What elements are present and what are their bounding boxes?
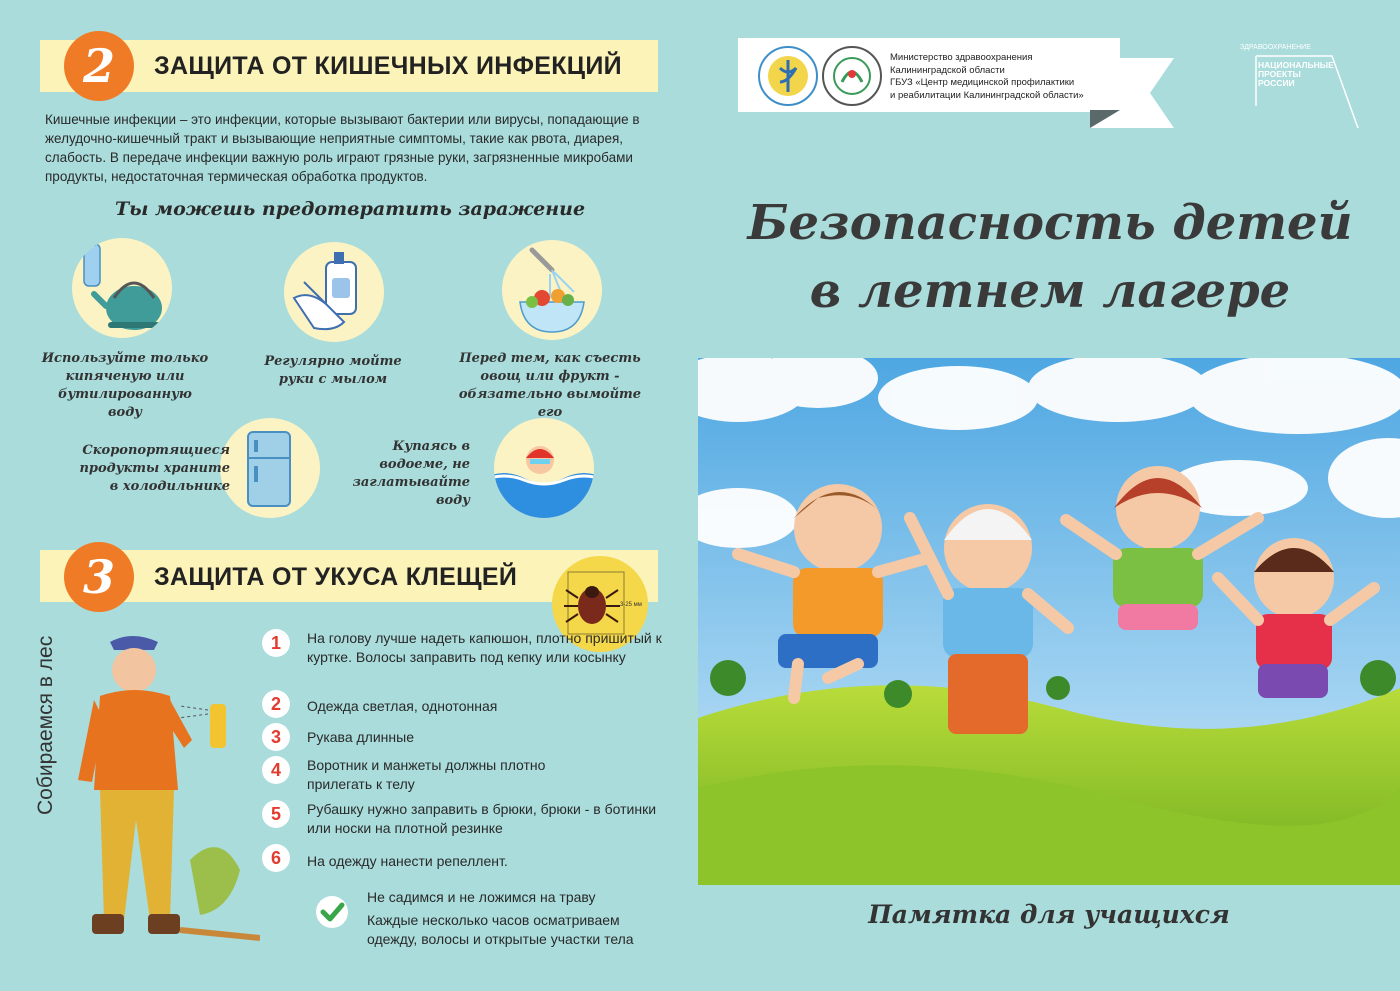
- check-icon: [316, 896, 348, 928]
- list-number: 6: [262, 844, 290, 872]
- tip-1-text: Используйте только кипяченую или бутилированную воду: [41, 351, 209, 420]
- org-line: Министерство здравоохранения: [890, 52, 1033, 63]
- footer-title: Памятка для учащихся: [868, 900, 1230, 929]
- ministry-logo: [758, 46, 818, 106]
- hiker-illustration: [70, 630, 260, 950]
- vertical-label: Собираемся в лес: [34, 635, 57, 815]
- section2-intro: Кишечные инфекции – это инфекции, которые вызывают бактерии или вирусы, попадающие в желудочно-кишечный тракт и вызывающие неприятные симптомы, такие как рвота, диарея, слабость. В передаче инфекции важную роль играют грязные руки, загрязненные микробами продукты, недостаточная термическая обработка продуктов.: [45, 112, 640, 184]
- ribbon-decoration: [1090, 58, 1174, 128]
- jumping-kids-illustration: [698, 358, 1400, 885]
- list-number: 5: [262, 800, 290, 828]
- main-title-line1: Безопасность детей: [747, 195, 1353, 251]
- np-line: ПРОЕКТЫ: [1258, 69, 1301, 79]
- fridge-icon: [220, 418, 320, 518]
- list-text: На голову лучше надеть капюшон, плотно пришитый к куртке. Волосы заправить под кепку или косынку: [307, 630, 662, 665]
- np-line: НАЦИОНАЛЬНЫЕ: [1258, 60, 1334, 70]
- swimmer-icon: [494, 418, 594, 518]
- center-logo: [822, 46, 882, 106]
- list-number: 3: [262, 723, 290, 751]
- check-text-1: Не садимся и не ложимся на траву: [367, 889, 596, 905]
- list-text: На одежду нанести репеллент.: [307, 853, 508, 869]
- list-number: 1: [262, 629, 290, 657]
- section2-subheading: Ты можешь предотвратить заражение: [114, 198, 586, 220]
- section2-title: ЗАЩИТА ОТ КИШЕЧНЫХ ИНФЕКЦИЙ: [154, 52, 622, 80]
- national-projects-logo: [1240, 44, 1360, 130]
- np-line: РОССИИ: [1258, 78, 1295, 88]
- org-line: Калининградской области: [890, 64, 1005, 76]
- list-text: Рукава длинные: [307, 729, 414, 745]
- tip-4-text: Скоропортящиеся продукты храните в холодильнике: [79, 443, 230, 494]
- check-text-2: Каждые несколько часов осматриваем одежду, волосы и открытые участки тела: [367, 912, 634, 947]
- list-number: 2: [262, 690, 290, 718]
- list-text: Одежда светлая, однотонная: [307, 698, 498, 714]
- tip-2-text: Регулярно мойте руки с мылом: [264, 354, 402, 387]
- tip-5-text: Купаясь в водоеме, не заглатывайте воду: [352, 439, 470, 508]
- kettle-bottle-icon: [72, 238, 172, 338]
- section3-title: ЗАЩИТА ОТ УКУСА КЛЕЩЕЙ: [154, 563, 518, 591]
- list-text: Воротник и манжеты должны плотно прилегать к телу: [307, 757, 546, 792]
- list-text: Рубашку нужно заправить в брюки, брюки - в ботинки или носки на плотной резинке: [307, 801, 657, 836]
- hand-soap-icon: [284, 242, 384, 342]
- section3-number: 3: [64, 542, 134, 612]
- np-small-label: ЗДРАВООХРАНЕНИЕ: [1240, 44, 1311, 51]
- washing-vegetables-icon: [502, 240, 602, 340]
- main-title-line2: в летнем лагере: [809, 263, 1291, 319]
- np-label: [1258, 61, 1334, 88]
- list-number: 4: [262, 756, 290, 784]
- section2-number: 2: [64, 31, 134, 101]
- tip-3-text: Перед тем, как съесть овощ или фрукт - обязательно вымойте его: [458, 351, 642, 420]
- tick-size-label: 3-25 мм: [620, 602, 642, 608]
- org-line: ГБУЗ «Центр медицинской профилактики: [890, 77, 1075, 88]
- org-line: и реабилитации Калининградской области»: [890, 89, 1084, 101]
- org-text: [890, 52, 1084, 102]
